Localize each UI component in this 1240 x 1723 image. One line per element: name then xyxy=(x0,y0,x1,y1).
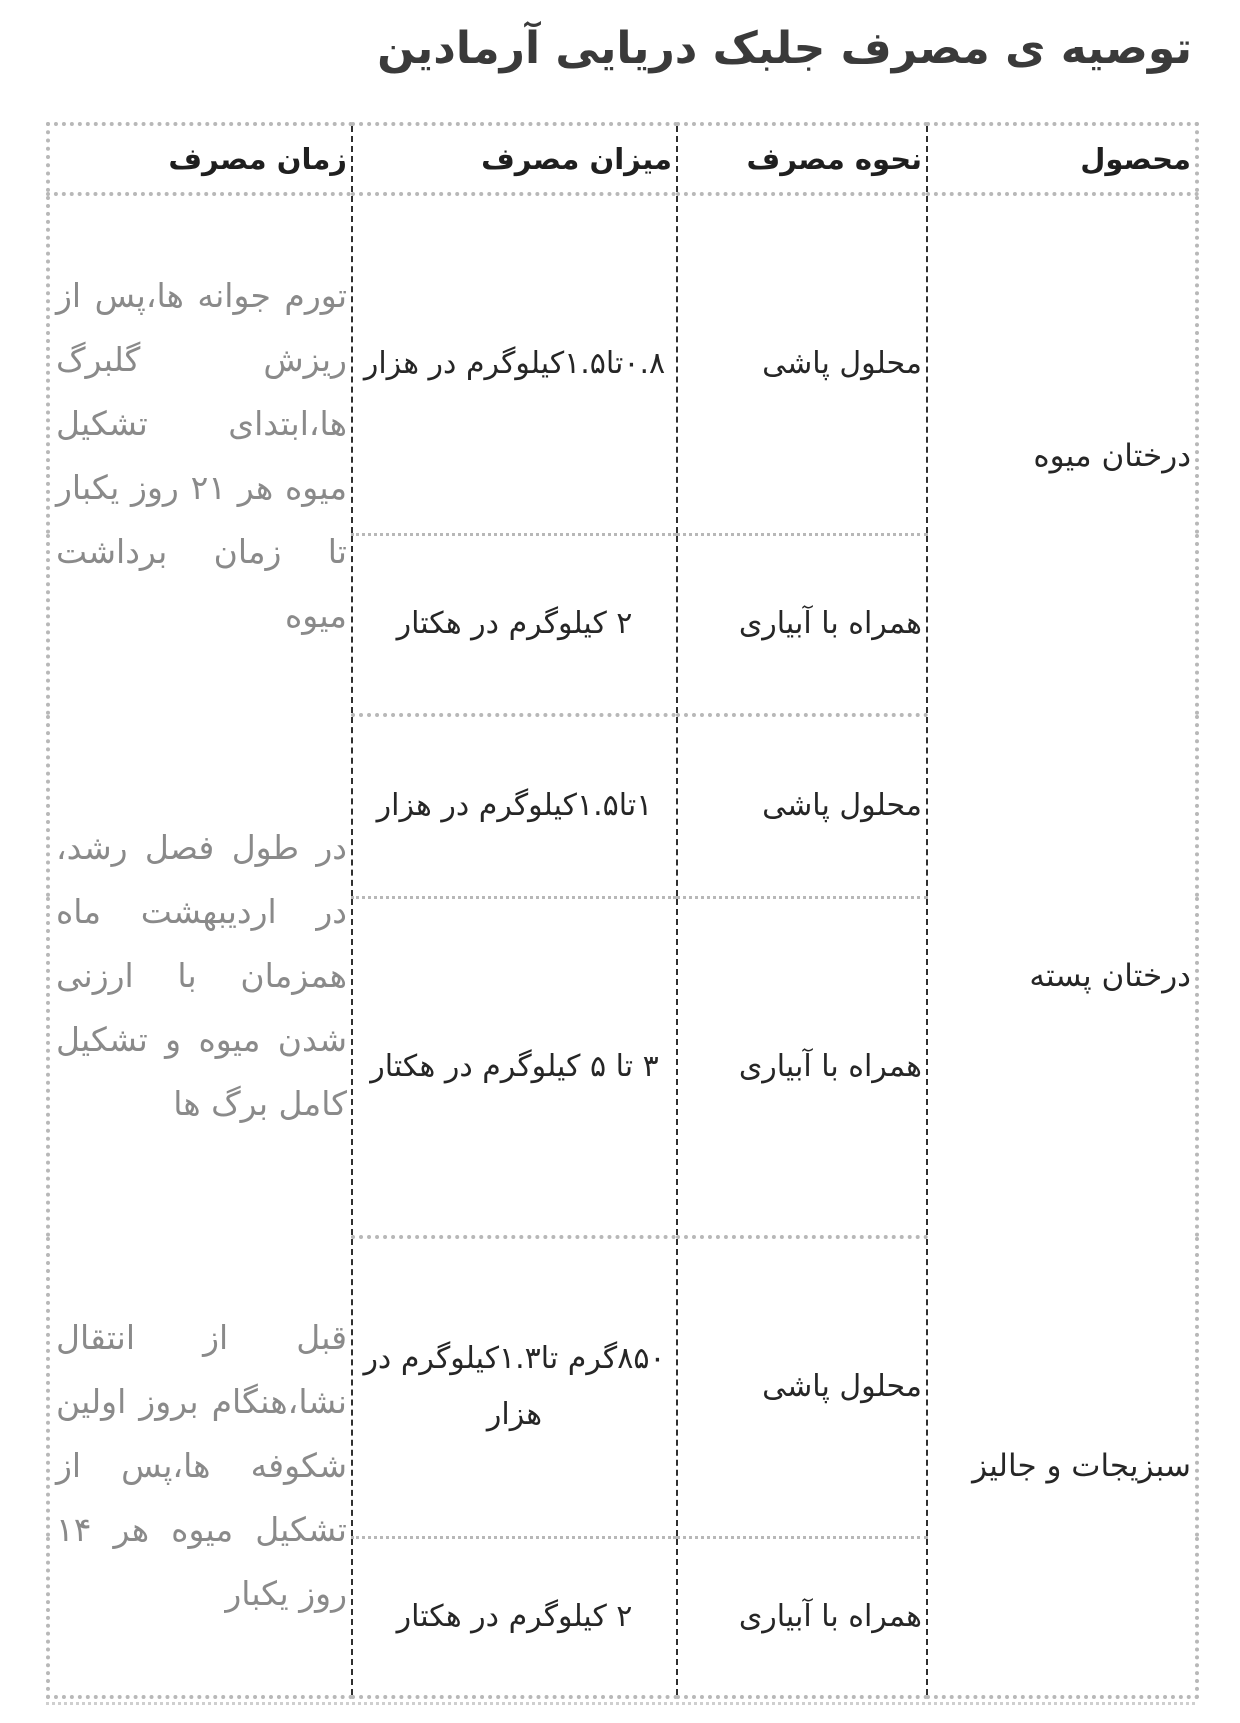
amount-cell: ۰.۸تا۱.۵کیلوگرم در هزار xyxy=(352,194,677,534)
product-cell: سبزیجات و جالیز xyxy=(927,1237,1197,1697)
amount-cell: ۲ کیلوگرم در هکتار xyxy=(352,534,677,715)
table-header-row xyxy=(48,124,1197,194)
amount-cell: ۱تا۱.۵کیلوگرم در هزار xyxy=(352,715,677,897)
time-cell: در طول فصل رشد، در اردیبهشت ماه همزمان با ارزنی شدن میوه و تشکیل کامل برگ ها xyxy=(56,828,347,1123)
method-cell: محلول پاشی xyxy=(677,194,927,534)
table-row xyxy=(48,715,1197,897)
product-cell: درختان پسته xyxy=(927,715,1197,1237)
time-cell: قبل از انتقال نشا،هنگام بروز اولین شکوفه ها،پس از تشکیل میوه هر ۱۴ روز یکبار xyxy=(56,1318,347,1613)
table-row xyxy=(48,194,1197,534)
time-cell: تورم جوانه ها،پس از ریزش گلبرگ ها،ابتدای تشکیل میوه هر ۲۱ روز یکبار تا زمان برداشت میوه xyxy=(56,275,347,635)
product-cell: درختان میوه xyxy=(927,194,1197,715)
method-cell: محلول پاشی xyxy=(677,1237,927,1537)
method-cell: همراه با آبیاری xyxy=(677,534,927,715)
page-title: توصیه ی مصرف جلبک دریایی آرمادین xyxy=(377,23,1192,74)
table-row xyxy=(48,1237,1197,1537)
usage-recommendation-table xyxy=(46,122,1199,1699)
method-cell: محلول پاشی xyxy=(677,715,927,897)
divider xyxy=(46,1702,1195,1705)
amount-cell: ۲ کیلوگرم در هکتار xyxy=(352,1537,677,1697)
amount-cell: ۸۵۰گرم تا۱.۳کیلوگرم در هزار xyxy=(352,1237,677,1537)
method-cell: همراه با آبیاری xyxy=(677,1537,927,1697)
header-amount: میزان مصرف xyxy=(352,124,677,194)
header-method: نحوه مصرف xyxy=(677,124,927,194)
header-product: محصول xyxy=(927,124,1197,194)
header-time: زمان مصرف xyxy=(48,124,352,194)
method-cell: همراه با آبیاری xyxy=(677,897,927,1237)
amount-cell: ۳ تا ۵ کیلوگرم در هکتار xyxy=(352,897,677,1237)
